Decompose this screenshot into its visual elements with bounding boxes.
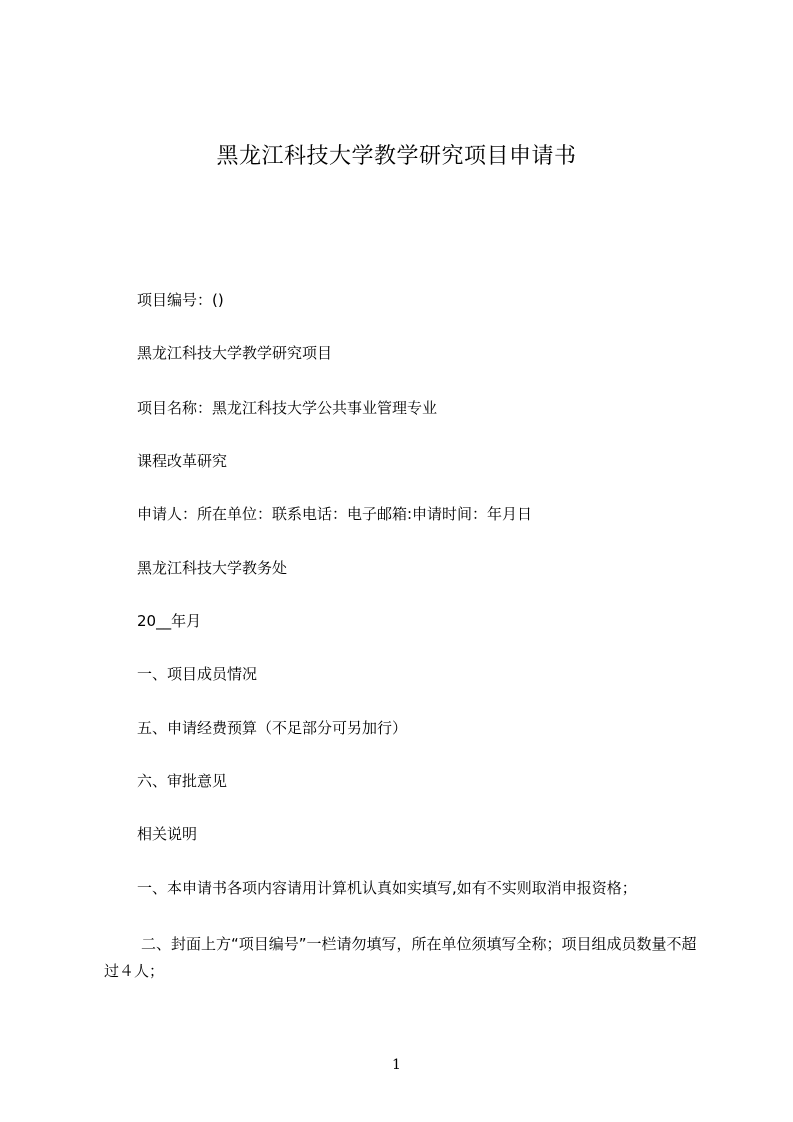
- date-line: 20__年月: [137, 612, 202, 630]
- page-number: 1: [392, 1057, 401, 1073]
- section-heading-approval: 六、审批意见: [137, 772, 228, 790]
- note-item-1: 一、本申请书各项内容请用计算机认真如实填写,如有不实则取消申报资格；: [137, 879, 637, 897]
- notes-heading: 相关说明: [137, 825, 198, 843]
- section-heading-members: 一、项目成员情况: [137, 665, 258, 683]
- project-name-continuation: 课程改革研究: [137, 452, 228, 470]
- project-type-line: 黑龙江科技大学教学研究项目: [137, 344, 333, 362]
- project-name-line: 项目名称：黑龙江科技大学公共事业管理专业: [137, 399, 438, 417]
- note-item-2: 二、封面上方“项目编号”一栏请勿填写，所在单位须填写全称；项目组成员数量不超过４人；: [104, 935, 697, 980]
- section-heading-budget: 五、申请经费预算（不足部分可另加行）: [137, 719, 408, 737]
- issuing-office-line: 黑龙江科技大学教务处: [137, 559, 288, 577]
- applicant-info-line: 申请人：所在单位：联系电话：电子邮箱:申请时间：年月日: [137, 505, 533, 523]
- document-title: 黑龙江科技大学教学研究项目申请书: [216, 144, 577, 169]
- project-number-line: 项目编号：(): [137, 291, 224, 309]
